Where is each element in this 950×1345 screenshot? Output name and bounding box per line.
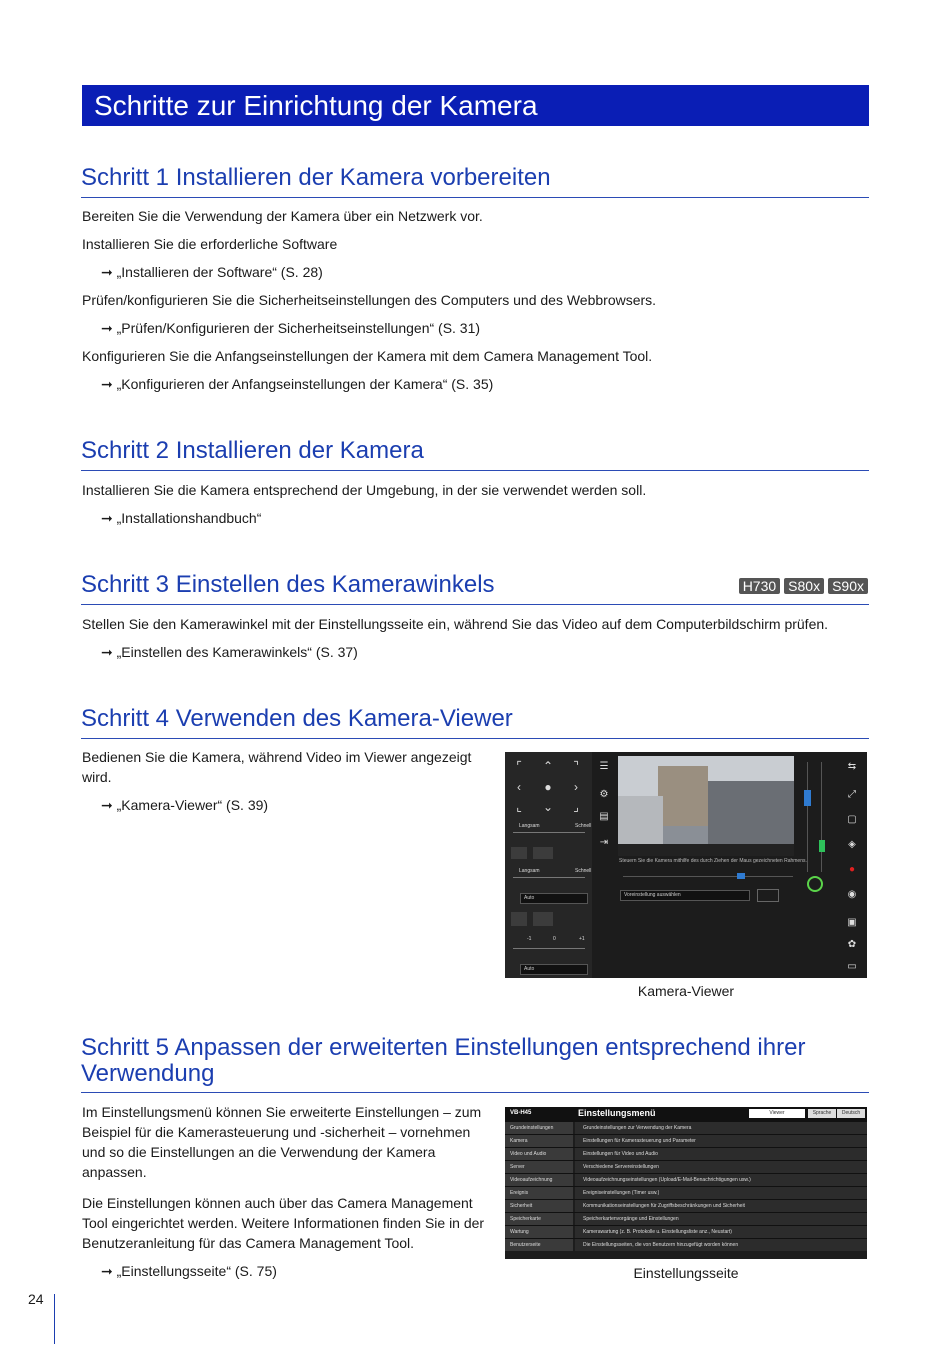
exit-icon[interactable]: ⇥ [599,837,609,848]
settings-row[interactable] [505,1173,867,1186]
camera-snapshot-icon[interactable]: ◉ [847,889,857,900]
page-banner-title: Schritte zur Einrichtung der Kamera [82,85,869,126]
settings-row[interactable] [505,1160,867,1173]
viewer-caption: Kamera-Viewer [637,983,735,999]
settings-row-desc: Verschiedene Servereinstellungen [575,1161,867,1173]
night-mode-button[interactable] [533,912,553,926]
pan-up-icon[interactable]: ⌃ [542,759,554,773]
pan-up-right-icon[interactable]: ⌝ [573,759,579,773]
focus-speed-left-label: Langsam [519,868,540,874]
menu-icon[interactable]: ☰ [599,761,609,772]
zoom-speed-slider[interactable] [513,832,585,833]
tilt-slider[interactable] [807,762,808,872]
focus-speed-slider[interactable] [513,877,585,878]
window-icon[interactable]: ▢ [847,814,857,825]
exposure-slider[interactable] [513,948,585,949]
pan-left-icon[interactable]: ‹ [517,780,521,794]
settings-row-desc: Speicherkartenvorgänge und Einstellungen [575,1213,867,1225]
zoom-speed-right-label: Schnell [575,823,592,829]
step2-heading: Schritt 2 Installieren der Kamera [81,437,869,471]
language-label: Sprache [808,1109,836,1118]
step5-para2: Die Einstellungen können auch über das Camera Management Tool eingerichtet werden. Weitere Informationen finden Sie in der Benutzeranleitung für das Camera Management Tool. [82,1195,485,1251]
step1-line3: Konfigurieren Sie die Anfangseinstellungen der Kamera mit dem Camera Management Tool. [82,348,653,364]
pan-down-icon[interactable]: ⌄ [542,800,554,814]
step1-line1: Installieren Sie die erforderliche Software [82,236,338,252]
panel-toggle-icon[interactable]: ▤ [599,811,609,822]
day-mode-button[interactable] [511,912,527,926]
settings-row[interactable] [505,1186,867,1199]
image-icon[interactable]: ▣ [847,917,857,928]
record-icon[interactable]: ● [848,864,856,875]
step1-ref2-link[interactable]: ➞ „Prüfen/Konfigurieren der Sicherheitseinstellungen“ (S. 31) [101,320,481,336]
settings-row-desc: Videoaufzeichnungseinstellungen (Upload/E-Mail-Benachrichtigungen usw.) [575,1174,867,1186]
settings-row[interactable] [505,1225,867,1238]
zoom-speed-left-label: Langsam [519,823,540,829]
settings-row-desc: Ereigniseinstellungen (Timer usw.) [575,1187,867,1199]
collapse-arrows-icon[interactable]: ⇆ [847,761,857,772]
focus-near-button[interactable] [511,847,527,859]
step4-ref-link[interactable]: ➞ „Kamera-Viewer“ (S. 39) [101,797,269,813]
settings-row[interactable] [505,1121,867,1134]
pan-right-icon[interactable]: › [574,780,578,794]
badge-s90x: S90x [828,578,868,594]
pan-down-left-icon[interactable]: ⌞ [516,800,522,814]
viewer-notice-text: Steuern Sie die Kamera mithilfe des durch Ziehen der Maus gezeichneten Rahmens. [619,858,807,864]
settings-row-name: Server [505,1161,573,1173]
settings-row-name: Benutzerseite [505,1239,573,1251]
settings-caption: Einstellungsseite [633,1265,739,1281]
home-position-icon[interactable]: ● [544,780,552,794]
settings-row-name: Video und Audio [505,1148,573,1160]
fullscreen-icon[interactable]: ⤢ [848,789,856,800]
badge-h730: H730 [739,578,780,594]
settings-row-name: Speicherkarte [505,1213,573,1225]
viewer-left-tools [595,756,615,846]
focus-far-button[interactable] [533,847,553,859]
settings-model-label: VB-H45 [510,1110,532,1116]
settings-header [505,1107,867,1121]
settings-row-name: Kamera [505,1135,573,1147]
step4-heading: Schritt 4 Verwenden des Kamera-Viewer [81,705,869,739]
color-palette-icon[interactable]: ✿ [847,939,857,950]
panorama-button[interactable] [757,889,779,902]
step5-para1: Im Einstellungsmenü können Sie erweiterte Einstellungen – zum Beispiel für die Kamerasteuerung und -sicherheit – vornehmen und so die Einstellungen an die Verwendung der Kamera anpassen. [82,1104,482,1180]
step1-line2: Prüfen/konfigurieren Sie die Sicherheitseinstellungen des Computers und des Webbrowsers. [82,292,657,308]
page-number: 24 [28,1291,44,1307]
step5-heading: Schritt 5 Anpassen der erweiterten Einstellungen entsprechend ihrer Verwendung [81,1035,869,1093]
pan-down-right-icon[interactable]: ⌟ [573,800,579,814]
exposure-max-label: +1 [579,936,585,942]
exposure-mode-select[interactable]: Auto [520,964,588,975]
step1-ref1-link[interactable]: ➞ „Installieren der Software“ (S. 28) [101,264,323,280]
settings-row-desc: Kommunikationseinstellungen für Zugriffsbeschränkungen und Sicherheit [575,1200,867,1212]
step2-text: Installieren Sie die Kamera entsprechend der Umgebung, in der sie verwendet werden soll. [82,482,647,498]
viewer-button[interactable]: Viewer [749,1109,805,1118]
settings-row-name: Sicherheit [505,1200,573,1212]
focus-speed-right-label: Schnell [575,868,592,874]
exposure-mid-label: 0 [553,936,556,942]
step3-ref-link[interactable]: ➞ „Einstellen des Kamerawinkels“ (S. 37) [101,644,358,660]
settings-gear-icon[interactable]: ⚙ [599,789,609,800]
badge-s80x: S80x [784,578,824,594]
settings-row-desc: Kamerawartung (z. B. Protokolle u. Einstellungsliste anz., Neustart) [575,1226,867,1238]
crosshair-icon[interactable] [807,876,823,892]
settings-row-name: Grundeinstellungen [505,1122,573,1134]
comment-icon[interactable]: ▭ [847,961,857,972]
settings-row-desc: Die Einstellungsseiten, die von Benutzern hinzugefügt worden können [575,1239,867,1251]
settings-row-name: Videoaufzeichnung [505,1174,573,1186]
exposure-min-label: -1 [527,936,532,942]
step5-ref-link[interactable]: ➞ „Einstellungsseite“ (S. 75) [101,1263,277,1279]
pan-up-left-icon[interactable]: ⌜ [516,759,522,773]
zoom-slider-handle[interactable] [819,840,825,852]
camera-video-image[interactable] [618,756,794,856]
step1-ref3-link[interactable]: ➞ „Konfigurieren der Anfangseinstellungen der Kamera“ (S. 35) [101,376,494,392]
settings-row-name: Wartung [505,1226,573,1238]
step3-heading: Schritt 3 Einstellen des Kamerawinkels [81,571,869,605]
settings-row-desc: Einstellungen für Video und Audio [575,1148,867,1160]
zoom-slider[interactable] [821,762,822,872]
preset-select[interactable]: Voreinstellung auswählen [620,890,750,901]
viewer-control-panel [505,752,592,978]
settings-page-screenshot [505,1107,867,1259]
pan-slider[interactable] [623,876,793,877]
step1-heading: Schritt 1 Installieren der Kamera vorbereiten [81,164,869,198]
settings-row-desc: Einstellungen für Kamerasteuerung und Parameter [575,1135,867,1147]
tilt-slider-handle[interactable] [804,790,811,806]
settings-row[interactable] [505,1134,867,1147]
step1-intro: Bereiten Sie die Verwendung der Kamera über ein Netzwerk vor. [82,208,483,224]
settings-row[interactable] [505,1238,867,1251]
settings-row[interactable] [505,1199,867,1212]
settings-row-desc: Grundeinstellungen zur Verwendung der Kamera [575,1122,867,1134]
settings-row-name: Ereignis [505,1187,573,1199]
settings-title: Einstellungsmenü [578,1108,656,1118]
step2-ref-link[interactable]: ➞ „Installationshandbuch“ [101,510,262,526]
page-number-divider [54,1294,55,1344]
settings-row[interactable] [505,1147,867,1160]
camera-viewer-screenshot [505,752,867,978]
pan-slider-handle[interactable] [737,873,745,879]
step4-text: Bedienen Sie die Kamera, während Video im Viewer angezeigt wird. [82,749,472,785]
language-select[interactable]: Deutsch [837,1109,865,1118]
viewer-right-tools [841,756,865,978]
snapshot-settings-icon[interactable]: ◈ [848,839,856,850]
settings-row[interactable] [505,1212,867,1225]
white-balance-select[interactable]: Auto [520,893,588,904]
model-badges [739,578,868,594]
step3-text: Stellen Sie den Kamerawinkel mit der Einstellungsseite ein, während Sie das Video auf dem Computerbildschirm prüfen. [82,616,829,632]
